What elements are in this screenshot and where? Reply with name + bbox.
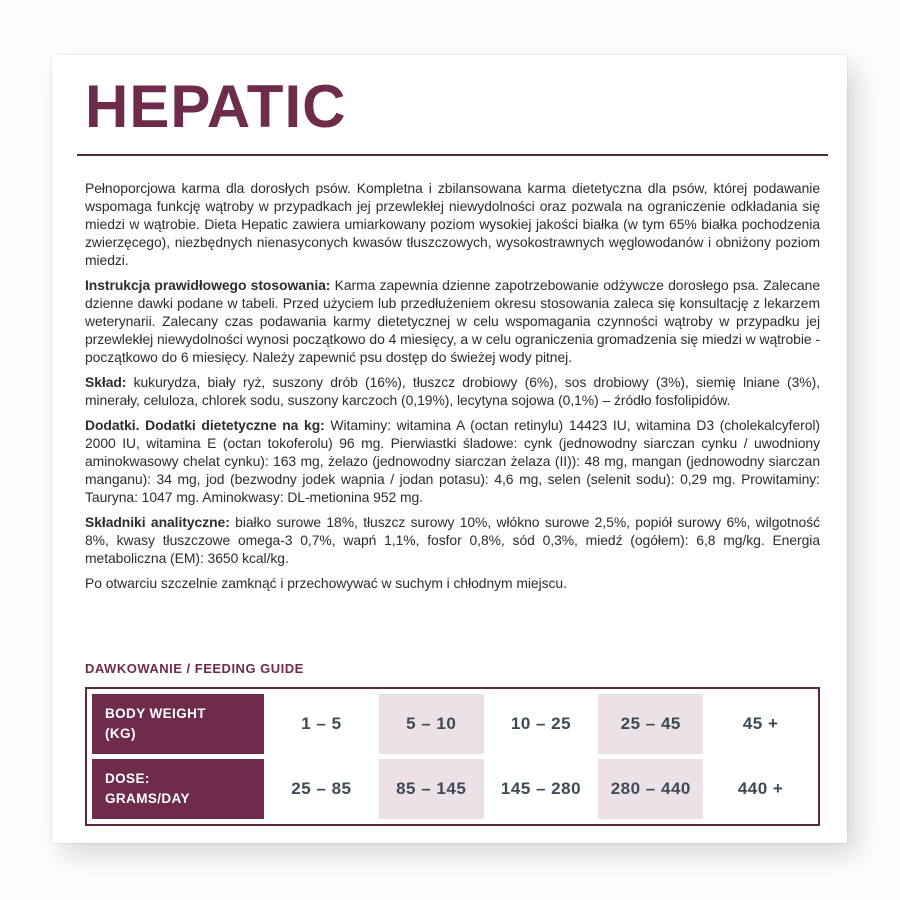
table-cell-weight-4: 25 – 45: [598, 694, 703, 754]
table-cell-weight-5: 45 +: [708, 694, 813, 754]
paragraph-lead: Składniki analityczne:: [85, 514, 230, 530]
table-row-header-body-weight: [92, 694, 264, 754]
title-divider: [77, 154, 828, 156]
paragraph-description: [85, 179, 820, 269]
paragraph-composition: [85, 373, 820, 409]
feeding-guide-heading: DAWKOWANIE / FEEDING GUIDE: [85, 661, 304, 676]
paragraph-lead: Dodatki. Dodatki dietetyczne na kg:: [85, 417, 325, 433]
feeding-guide-table: [85, 687, 820, 826]
paragraph-text: białko surowe 18%, tłuszcz surowy 10%, włókno surowe 2,5%, popiół surowy 6%, wilgotność 8%, kwasy tłuszczowe omega-3 0,7%, wapń 1,1%, fosfor 0,8%, sód 0,3%, miedź (ogółem): 6,8 mg/kg. Energia metaboliczna (EM): 3650 kcal/kg.: [85, 514, 820, 566]
table-cell-dose-1: 25 – 85: [269, 759, 374, 819]
paragraph-additives: [85, 416, 820, 506]
row-header-line: BODY WEIGHT: [105, 706, 206, 722]
paragraph-usage-instructions: [85, 276, 820, 366]
table-cell-dose-2: 85 – 145: [379, 759, 484, 819]
row-header-line: DOSE:: [105, 771, 150, 787]
paragraph-lead: Skład:: [85, 374, 127, 390]
table-cell-dose-4: 280 – 440: [598, 759, 703, 819]
row-header-line: GRAMS/DAY: [105, 791, 190, 806]
label-text-block: [85, 179, 820, 592]
paragraph-lead: Instrukcja prawidłowego stosowania:: [85, 277, 331, 293]
paragraph-storage-note: [85, 574, 820, 592]
feeding-guide-section: [85, 661, 820, 826]
page-title: HEPATIC: [85, 73, 347, 140]
paragraph-text: Witaminy: witamina A (octan retinylu) 14423 IU, witamina D3 (cholekalcyferol) 2000 IU, witamina E (octan tokoferolu) 96 mg. Pierwiastki śladowe: cynk (jednowodny siarczan cynku / uwodniony aminokwasowy chelat cynku): 163 mg, żelazo (jednowodny siarczan żelaza (II)): 48 mg, mangan (jednowodny siarczan manganu): 34 mg, jod (bezwodny jodek wapnia / jodan potasu): 4,6 mg, selen (selenit sodu): 0,29 mg. Prowitaminy: Tauryna: 1047 mg. Aminokwasy: DL-metionina 952 mg.: [85, 417, 820, 505]
paragraph-text: Po otwarciu szczelnie zamknąć i przechowywać w suchym i chłodnym miejscu.: [85, 575, 567, 591]
table-cell-weight-2: 5 – 10: [379, 694, 484, 754]
row-header-line: (KG): [105, 726, 136, 741]
table-row-header-dose: [92, 759, 264, 819]
table-cell-weight-3: 10 – 25: [489, 694, 594, 754]
label-card: [52, 55, 847, 843]
paragraph-text: Karma zapewnia dzienne zapotrzebowanie odżywcze dorosłego psa. Zalecane dzienne dawki podane w tabeli. Przed użyciem lub przedłużeniem okresu stosowania zaleca się konsultację z lekarzem weterynarii. Zalecany czas podawania karmy dietetycznej w celu wspomagania czynności wątroby w przypadku jej przewlekłej niewydolności wynosi początkowo do 4 miesięcy, a w celu ograniczenia gromadzenia się miedzi w wątrobie - początkowo do 6 miesięcy. Należy zapewnić psu dostęp do świeżej wody pitnej.: [85, 277, 820, 365]
paragraph-text: Pełnoporcjowa karma dla dorosłych psów. Kompletna i zbilansowana karma dietetyczna dla psów, której podawanie wspomaga funkcję wątroby w przypadkach jej przewlekłej niewydolności oraz pozwala na ograniczenie odkładania się miedzi w wątrobie. Dieta Hepatic zawiera umiarkowany poziom wysokiej jakości białka (w tym 65% białka pochodzenia zwierzęcego), niezbędnych nienasyconych kwasów tłuszczowych, wysokostrawnych węglowodanów i obniżony poziom miedzi.: [85, 180, 820, 268]
table-cell-dose-3: 145 – 280: [489, 759, 594, 819]
paragraph-analytical-components: [85, 513, 820, 567]
table-cell-dose-5: 440 +: [708, 759, 813, 819]
table-cell-weight-1: 1 – 5: [269, 694, 374, 754]
paragraph-text: kukurydza, biały ryż, suszony drób (16%), tłuszcz drobiowy (6%), sos drobiowy (3%), siemię lniane (3%), minerały, celuloza, chlorek sodu, suszony karczoch (0,19%), lecytyna sojowa (0,1%) – źródło fosfolipidów.: [85, 374, 820, 408]
